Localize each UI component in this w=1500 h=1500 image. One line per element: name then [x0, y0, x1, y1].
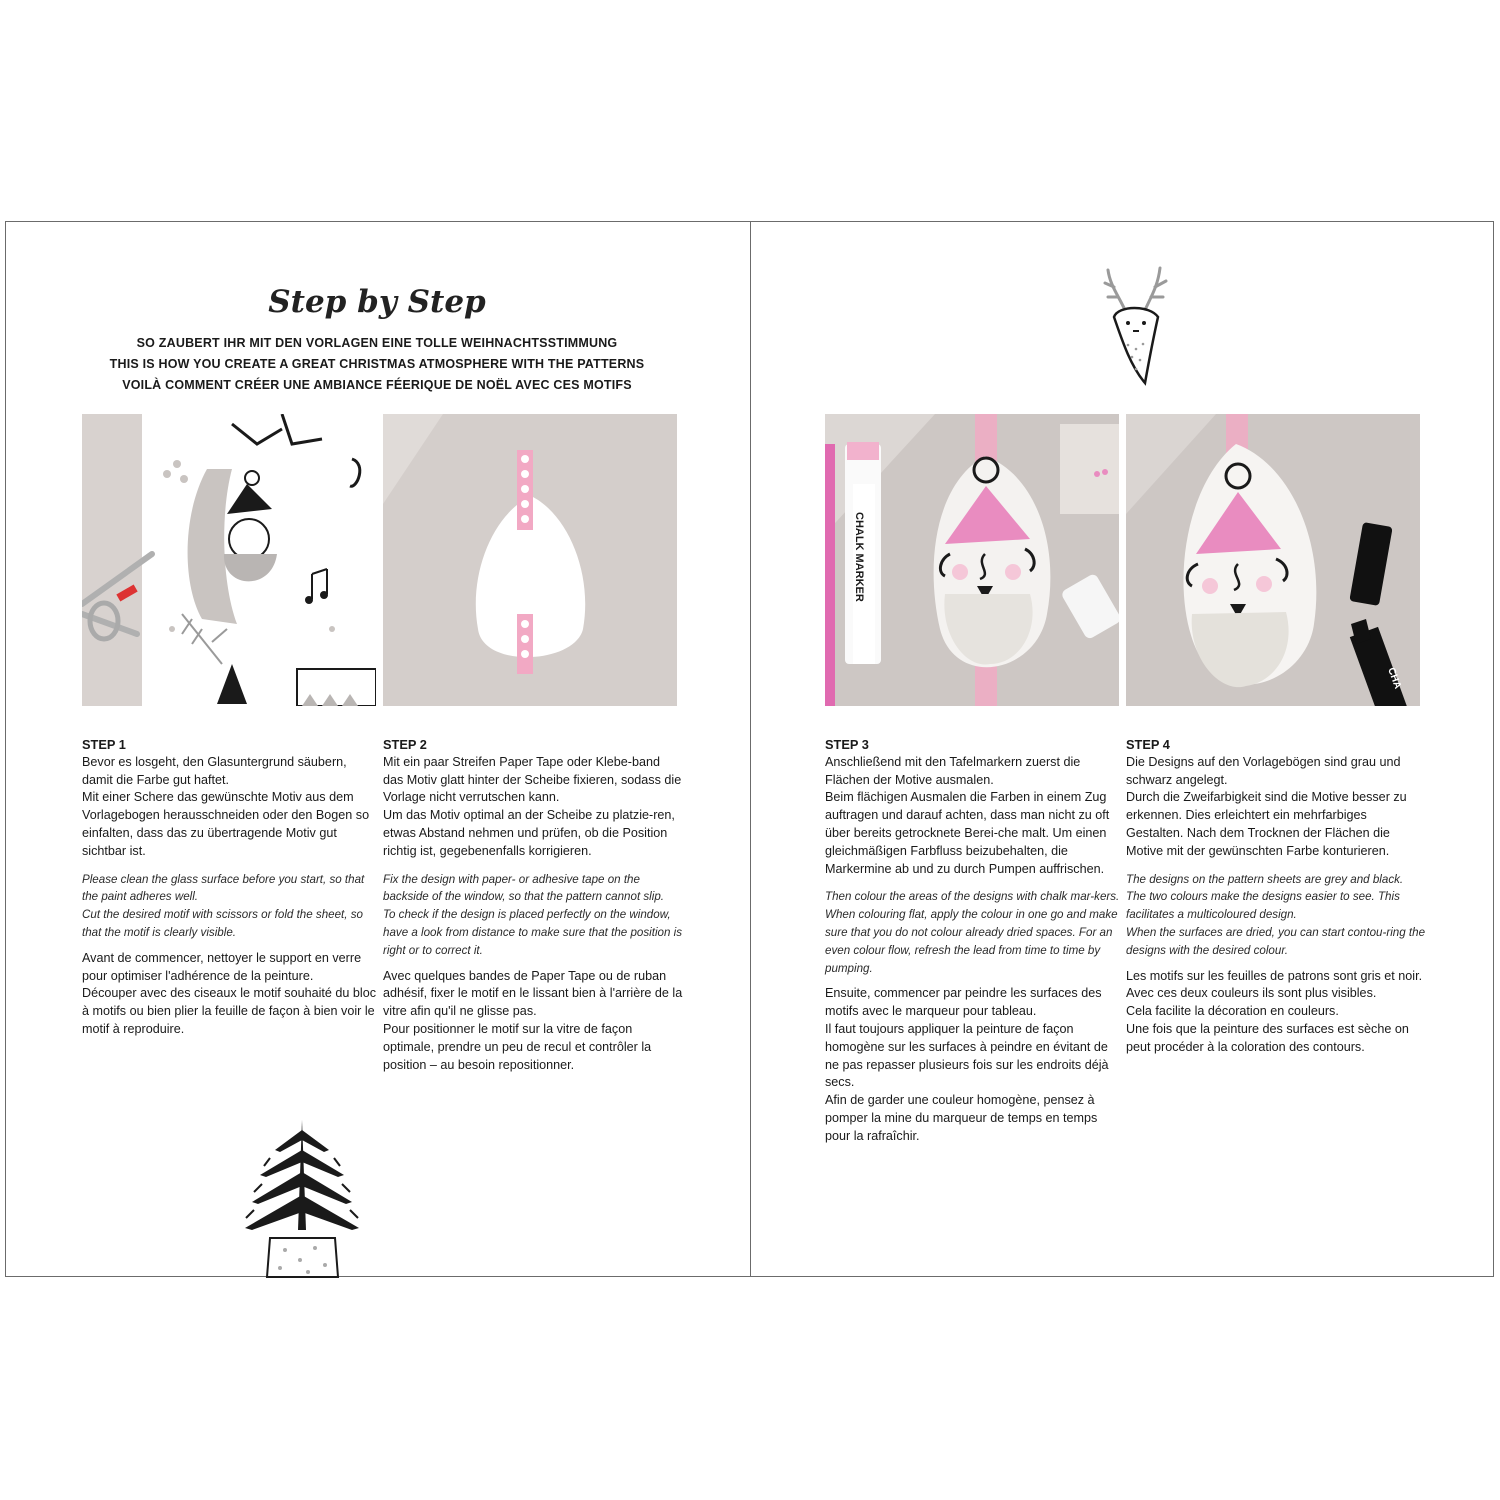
photo-step-2 [383, 414, 677, 706]
photo-step-3 [825, 414, 1119, 706]
step-2-text [383, 736, 683, 1080]
photo-step-1 [82, 414, 376, 706]
photo-step-4 [1126, 414, 1420, 706]
subtitle-german: SO ZAUBERT IHR MIT DEN VORLAGEN EINE TOLLE WEIHNACHTSSTIMMUNG [136, 336, 618, 350]
chalk-marker-label: CHALK MARKER [853, 512, 865, 602]
step-3-german: Anschließend mit den Tafelmarkern zuerst die Flächen der Motive ausmalen. Beim flächigen Ausmalen die Farben in einem Zug auftragen und darauf achten, dass man nicht zu oft über bereits getrocknete Berei-che malt. Um einen gleichmäßigen Farbfluss beizubehalten, die Markermine ab und zu durch Pumpen auffrischen. [825, 754, 1110, 876]
step-3-text [825, 736, 1125, 1152]
potted-tree-illustration [240, 1120, 365, 1278]
step-4-english: The designs on the pattern sheets are grey and black. The two colours make the designs easier to see. This facilitates a multicoloured design. When the surfaces are dried, you can start contou-ring the designs with the desired colour. [1126, 872, 1426, 957]
step-2-german: Mit ein paar Streifen Paper Tape oder Klebe-band das Motiv glatt hinter der Scheibe fixieren, sodass die Vorlage nicht verrutschen kann. Um das Motiv optimal an der Scheibe zu platzie-ren, etwas Abstand nehmen und prüfen, ob die Position richtig ist, gegebenenfalls korrigieren. [383, 754, 682, 858]
step-4-label: STEP 4 [1126, 737, 1170, 752]
step-4-german: Die Designs auf den Vorlagebögen sind grau und schwarz angelegt. Durch die Zweifarbigkeit sind die Motive besser zu erkennen. Dies erleichtert ein mehrfarbiges Gestalten. Nach dem Trocknen der Flächen die Motive mit der gewünschten Farbe konturieren. [1126, 754, 1407, 858]
step-1-german: Bevor es losgeht, den Glasuntergrund säubern, damit die Farbe gut haftet. Mit einer Schere das gewünschte Motiv aus dem Vorlagebogen herausschneiden oder den Bogen so einfalten, dass das zu übertragende Motiv gut sichtbar ist. [82, 754, 370, 858]
step-2-label: STEP 2 [383, 737, 427, 752]
step-1-french: Avant de commencer, nettoyer le support en verre pour optimiser l'adhérence de la peinture. Découper avec des ciseaux le motif souhaité du bloc à motifs ou bien plier la feuille de façon à bien voir le motif à reproduire. [82, 950, 377, 1036]
step-3-english: Then colour the areas of the designs with chalk mar-kers. When colouring flat, apply the colour in one go and make sure that you do not colour already dried spaces. For an even colour flow, refresh the lead from time to time by pumping. [825, 890, 1120, 975]
step-2-french: Avec quelques bandes de Paper Tape ou de ruban adhésif, fixer le motif en le lissant bien à l'arrière de la vitre afin qu'il ne glisse pas. Pour positionner le motif sur la vitre de façon optimale, prendre un peu de recul et contrôler la position – au besoin repositionner. [383, 968, 683, 1072]
chalk-marker-label-partial: CHA [1385, 666, 1403, 691]
step-1-english: Please clean the glass surface before you start, so that the paint adheres well. Cut the desired motif with scissors or fold the sheet, so that the motif is clearly visible. [82, 872, 365, 939]
step-3-label: STEP 3 [825, 737, 869, 752]
step-4-french: Les motifs sur les feuilles de patrons sont gris et noir. Avec ces deux couleurs ils sont plus visibles. Cela facilite la décoration en couleurs. Une fois que la peinture des surfaces est sèche on peut procéder à la coloration des contours. [1126, 968, 1423, 1054]
subtitle-english: THIS IS HOW YOU CREATE A GREAT CHRISTMAS ATMOSPHERE WITH THE PATTERNS [109, 357, 645, 371]
page-title: Step by Step [268, 284, 486, 320]
reindeer-illustration [1100, 265, 1175, 390]
subtitle-block [80, 333, 674, 396]
page-gutter [750, 221, 751, 1277]
step-1-text [82, 736, 382, 1045]
step-1-label: STEP 1 [82, 737, 126, 752]
step-4-text [1126, 736, 1426, 1063]
step-3-french: Ensuite, commencer par peindre les surfaces des motifs avec le marqueur pour tableau. Il faut toujours appliquer la peinture de façon homogène sur les surfaces à peindre en évitant de ne pas repasser plusieurs fois sur les endroits déjà secs. Afin de garder une couleur homogène, pensez à pomper la mine du marqueur de temps en temps pour la rafraîchir. [825, 986, 1109, 1143]
step-2-english: Fix the design with paper- or adhesive tape on the backside of the window, so that the pattern cannot slip. To check if the design is placed perfectly on the window, have a look from distance to make sure that the position is right or to correct it. [383, 872, 683, 957]
subtitle-french: VOILÀ COMMENT CRÉER UNE AMBIANCE FÉERIQUE DE NOËL AVEC CES MOTIFS [122, 378, 632, 392]
